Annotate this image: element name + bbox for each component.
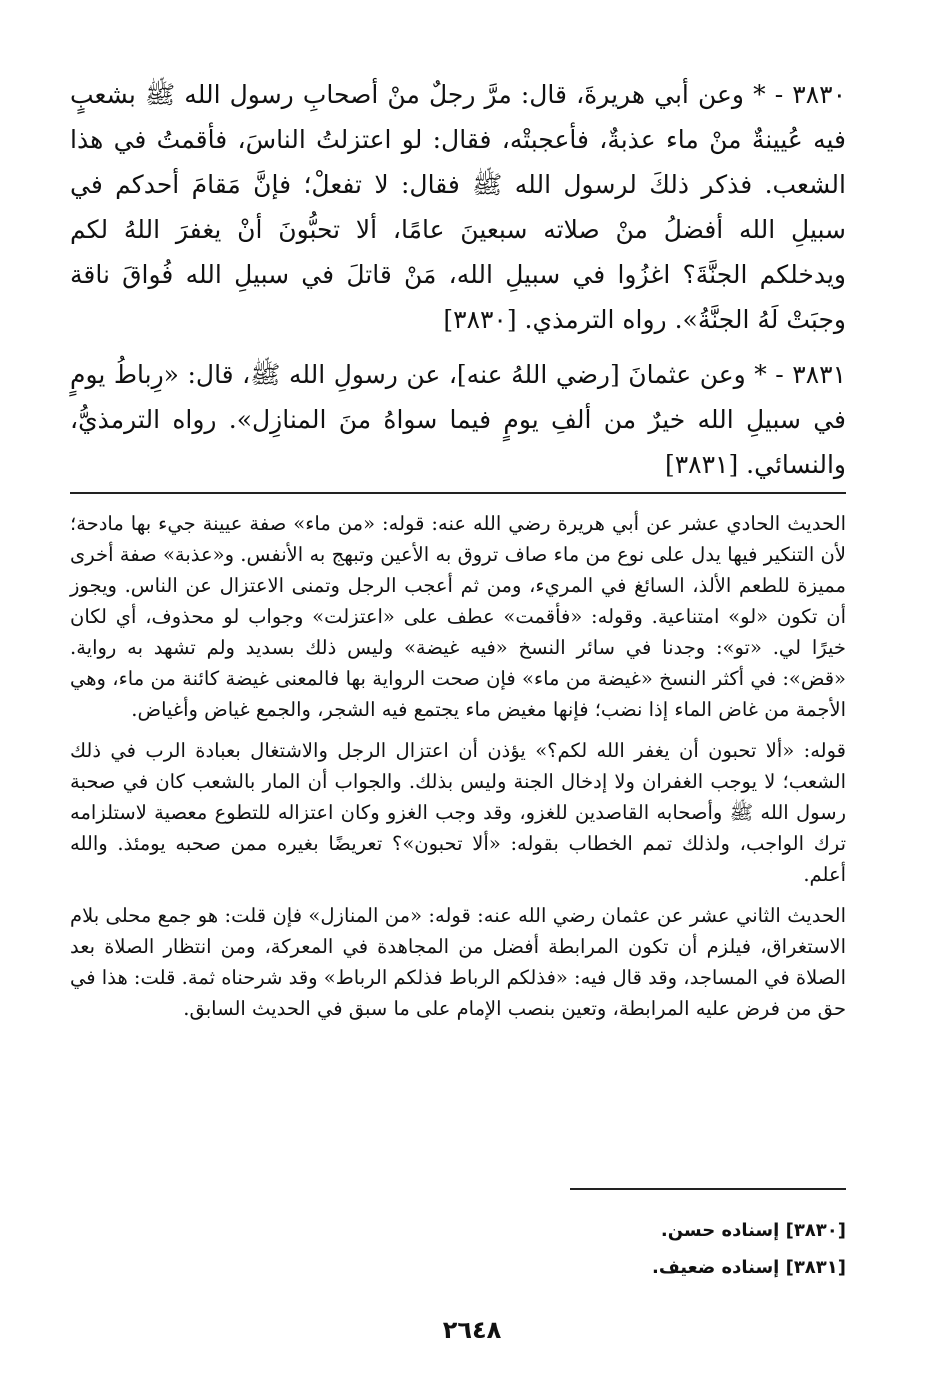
footnotes (652, 1212, 846, 1286)
section-divider (70, 492, 846, 494)
hadith-3830: ٣٨٣٠ - * وعن أبي هريرةَ، قال: مرَّ رجلٌ منْ أصحابِ رسول الله ﷺ بشعبٍ فيه عُيينةٌ منْ ماء عذبةٌ، فأعجبتْه، فقال: لو اعتزلتُ الناسَ، فأقمتُ في هذا الشعب. فذكر ذلكَ لرسول الله ﷺ فقال: لا تفعلْ؛ فإنَّ مَقامَ أحدكم في سبيلِ الله أفضلُ منْ صلاته سبعينَ عامًا، ألا تحبُّونَ أنْ يغفرَ اللهُ لكم ويدخلكم الجنَّةَ؟ اغزُوا في سبيلِ الله، مَنْ قاتلَ في سبيلِ الله فُواقَ ناقة وجبَتْ لَهُ الجنَّةُ». رواه الترمذي. [٣٨٣٠] (70, 80, 846, 334)
footnote-divider (570, 1188, 846, 1190)
commentary-section (70, 508, 846, 1034)
commentary-paragraph: الحديث الحادي عشر عن أبي هريرة رضي الله عنه: قوله: «من ماء» صفة عيينة جيء بها مادحة؛ لأن التنكير فيها يدل على نوع من ماء صاف تروق به الأعين وتبهج به الأنفس. و«عذبة» صفة أخرى مميزة للطعم الألذ، السائغ في المريء، ومن ثم أعجب الرجل وتمنى الاعتزال عن الناس. ويجوز أن تكون «لو» امتناعية. وقوله: «فأقمت» عطف على «اعتزلت» وجواب لو محذوف، أي لكان خيرًا لي. «تو»: وجدنا في سائر النسخ «فيه غيضة» وليس ذلك بسديد ولم تشهد به رواية. «قض»: في أكثر النسخ «غيضة من ماء» فإن صحت الرواية بها فالمعنى غيضة كائنة من ماء، وهي الأجمة من غاض الماء إذا نضب؛ فإنها مغيض ماء يجتمع فيه الشجر، والجمع غياض وأغياض. (70, 512, 846, 721)
commentary-paragraph: قوله: «ألا تحبون أن يغفر الله لكم؟» يؤذن أن اعتزال الرجل والاشتغال بعبادة الرب في ذلك الشعب؛ لا يوجب الغفران ولا إدخال الجنة وليس بذلك. والجواب أن المار بالشعب كان في صحبة رسول الله ﷺ وأصحابه القاصدين للغزو، وقد وجب الغزو وكان اعتزاله للتطوع معصية لاستلزامه ترك الواجب، ولذلك تمم الخطاب بقوله: «ألا تحبون»؟ تعريضًا بغيره ممن صحبه يومئذ. والله أعلم. (70, 739, 846, 886)
hadith-3831: ٣٨٣١ - * وعن عثمانَ [رضي اللهُ عنه]، عن رسولِ الله ﷺ، قال: «رِباطُ يومٍ في سبيلِ الله خيرٌ من ألفِ يومٍ فيما سواهُ منَ المنازِل». رواه الترمذيُّ، والنسائي. [٣٨٣١] (70, 360, 846, 479)
footnote-3830: [٣٨٣٠] إسناده حسن. (660, 1220, 846, 1241)
page-number: ٢٦٤٨ (442, 1316, 502, 1344)
footnote-3831: [٣٨٣١] إسناده ضعيف. (652, 1257, 846, 1278)
commentary-paragraph: الحديث الثاني عشر عن عثمان رضي الله عنه: قوله: «من المنازل» فإن قلت: هو جمع محلى بلام الاستغراق، فيلزم أن تكون المرابطة أفضل من المجاهدة في المعركة، ومن انتظار الصلاة بعد الصلاة في المساجد، وقد قال فيه: «فذلكم الرباط فذلكم الرباط» وقد شرحناه ثمة. قلت: هذا في حق من فرض عليه المرابطة، وتعين بنصب الإمام على ما سبق في الحديث السابق. (70, 904, 846, 1020)
hadith-section (70, 72, 846, 487)
